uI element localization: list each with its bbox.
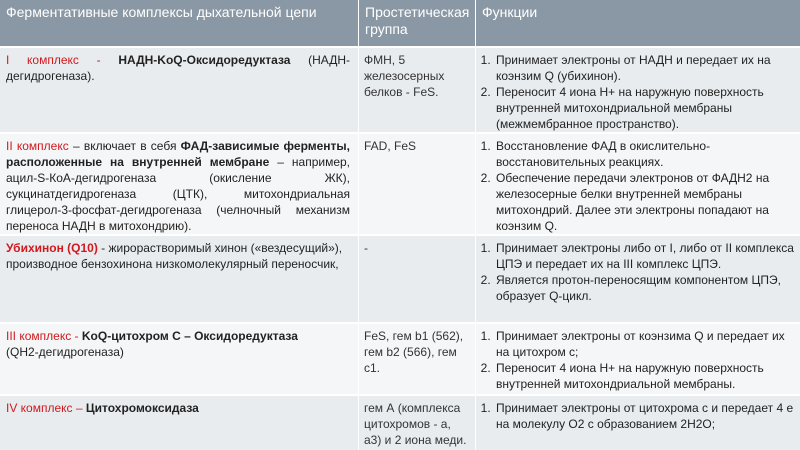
complex-intro: – включает в себя [68,139,181,153]
functions-cell [476,134,800,234]
complex-name: НАДН-KoQ-Оксидоредуктаза [118,53,291,67]
header-col-functions: Функции [476,0,800,46]
complex-name: Цитохромоксидаза [85,401,199,415]
complex-label: Убихинон (Q10) [6,241,98,255]
header-col-complexes: Ферментативные комплексы дыхательной цепи [0,0,358,46]
complex-cell [0,236,358,322]
prosthetic-group-cell: гем А (комплекса цитохромов - а, а3) и 2 иона меди. [359,396,475,450]
functions-cell [476,236,800,322]
table-row [0,324,800,394]
complex-description: - жирорастворимый хинон («вездесущий»), производное бензохинона низкомолекулярный переносчик, [6,241,343,271]
complex-description: (НАДН-дегидрогеназа). [6,53,350,83]
prosthetic-group-cell: ФМН, 5 железосерных белков - FeS. [359,48,475,132]
function-item: 1. Принимает электроны от НАДН и передает их на коэнзим Q (убихинон). [494,52,794,84]
complex-cell [0,396,358,450]
functions-cell [476,48,800,132]
table-row [0,236,800,322]
complex-label: III комплекс - [6,329,82,343]
complex-name: ФАД-зависимые ферменты, расположенные на внутренней мембране [6,139,351,169]
function-item: 1. Принимает электроны от цитохрома с и передает 4 е на молекулу О2 с образованием 2Н2О; [494,400,794,432]
table-row [0,134,800,234]
prosthetic-group-cell: - [359,236,475,322]
functions-cell [476,396,800,450]
complex-description: (QH2-дегидрогеназа) [6,345,124,359]
functions-cell [476,324,800,394]
function-item: 2. Является протон-переносящим компонентом ЦПЭ, образует Q-цикл. [494,272,794,304]
complex-description: – например, ацил-S-КоА-дегидрогеназа (окисление ЖК), сукцинатдегидрогеназа (ЦТК), митохондриальная глицерол-3-фосфат-дегидрогеназа (челночный механизм переноса НАДН в митохондрию). [6,155,351,233]
function-item: 1. Принимает электроны либо от I, либо от II комплекса ЦПЭ и передает их на III комплекс ЦПЭ. [494,240,794,272]
function-item: 1. Принимает электроны от коэнзима Q и передает их на цитохром с; [494,328,794,360]
complex-label: II комплекс [6,139,69,153]
prosthetic-group-cell: FeS, гем b1 (562), гем b2 (566), гем с1. [359,324,475,394]
complex-cell [0,134,358,234]
table-row [0,48,800,132]
complex-cell [0,48,358,132]
table-row [0,396,800,450]
function-item: 2. Переносит 4 иона Н+ на наружную поверхность внутренней митохондриальной мембраны (межмембранное пространство). [494,84,794,132]
complex-name: KoQ-цитохром С – Оксидоредуктаза [81,329,298,343]
complex-label: I комплекс - [6,53,119,67]
function-item: 2. Переносит 4 иона Н+ на наружную поверхность внутренней митохондриальной мембраны. [494,360,794,392]
function-item: 1. Восстановление ФАД в окислительно-восстановительных реакциях. [494,138,794,170]
complex-label: IV комплекс – [6,401,86,415]
header-col-prosthetic-group: Простетическая группа [359,0,475,46]
complex-cell [0,324,358,394]
prosthetic-group-cell: FAD, FeS [359,134,475,234]
function-item: 2. Обеспечение передачи электронов от ФАДН2 на железосерные белки внутренней мембраны митохондрий. Далее эти электроны попадают на коэнзим Q. [494,170,794,234]
